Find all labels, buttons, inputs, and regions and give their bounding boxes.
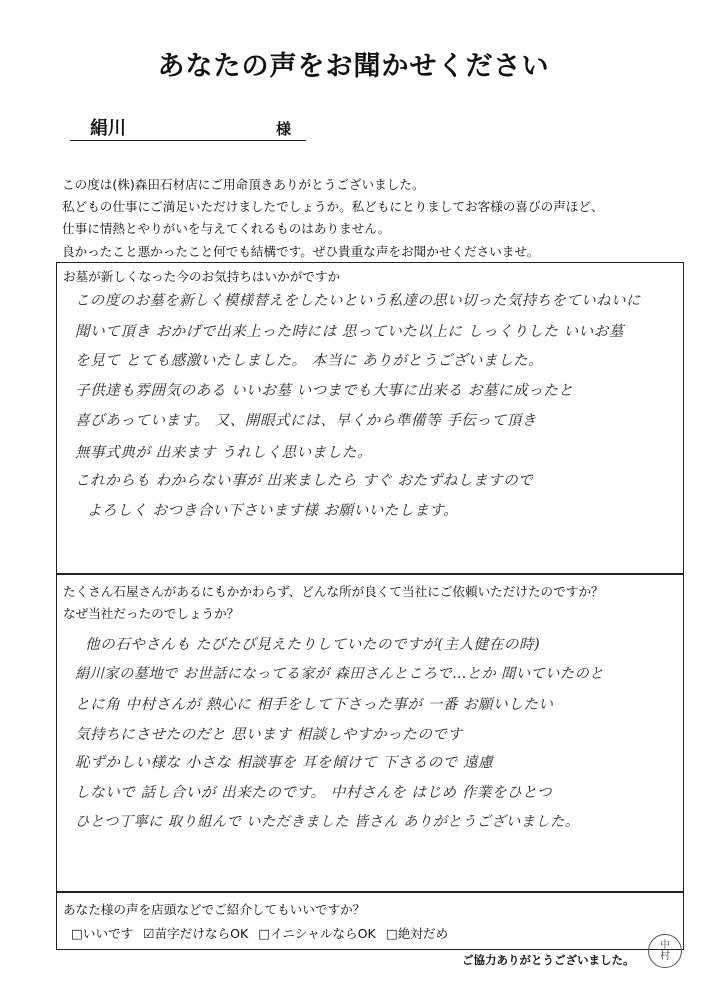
handwritten-line: よろしく おつき合い下さいます様 お願いいたします。 (87, 502, 459, 519)
name-seal-stamp (648, 934, 682, 968)
handwritten-line: 絹川家の墓地で お世話になってる家が 森田さんところで…とか 聞いていたのと (75, 666, 604, 682)
handwritten-line: 気持ちにさせたのだと 思います 相談しやすかったのです (75, 726, 463, 743)
handwritten-line: 恥ずかしい様な 小さな 相談事を 耳を傾けて 下さるので 遠慮 (75, 754, 494, 771)
handwritten-line: この度のお墓を新しく模様替えをしたいという私達の思い切った気持ちをていねいに (75, 293, 641, 309)
question1-box (56, 262, 684, 574)
permission-options (71, 923, 448, 942)
question2-label: なぜ当社だったのでしょうか？ (63, 606, 240, 621)
page-title: あなたの声をお聞かせください (157, 51, 550, 82)
option-ok[interactable]: □いいです (71, 926, 134, 941)
handwritten-line: 他の石やさんも たびたび見えたりしていたのですが(主人健在の時) (85, 636, 541, 653)
customer-name: 絹川 (90, 118, 126, 139)
stamp-char: 村 (660, 951, 670, 962)
question3-box (56, 892, 684, 950)
handwritten-line: 無事式典が 出来ます うれしく思いました。 (75, 444, 373, 461)
handwritten-line: を見て とても感激いたしました。 本当に ありがとうございました。 (75, 352, 544, 369)
intro-line: 仕事に情熱とやりがいを与えてくれるものはありません。 (62, 221, 391, 237)
option-initials-only[interactable]: □イニシャルならOK (258, 926, 376, 941)
option-never[interactable]: □絶対だめ (385, 926, 449, 941)
handwritten-line: ひとつ丁寧に 取り組んで いただきました 皆さん ありがとうございました。 (75, 814, 580, 830)
question2-label: たくさん石屋さんがあるにもかかわらず、どんな所が良くて当社にご依頼いただけたのですか？ (63, 584, 604, 599)
handwritten-line: とに角 中村さんが 熱心に 相手をして下さった事が 一番 お願いしたい (75, 696, 554, 713)
question2-box (56, 574, 684, 892)
handwritten-line: 喜びあっています。 又、開眼式には、早くから準備等 手伝って頂き (75, 412, 537, 429)
handwritten-line: しないで 話し合いが 出来たのです。 中村さんを はじめ 作業をひとつ (75, 784, 553, 801)
intro-line: この度は(株)森田石材店にご用命頂きありがとうございました。 (62, 177, 425, 192)
handwritten-line: これからも わからない事が 出来ましたら すぐ おたずねしますので (75, 472, 534, 489)
intro-text (62, 174, 682, 263)
closing-message: ご協力ありがとうございました。 (462, 953, 635, 967)
intro-line: 私どもの仕事にご満足いただけましたでしょうか。私どもにとりましてお客様の喜びの声ほど、 (62, 199, 604, 215)
question1-label: お墓が新しくなった今のお気持ちはいかがですか (63, 269, 341, 284)
stamp-char: 中 (660, 940, 670, 951)
customer-name-field (70, 112, 306, 141)
option-surname-only[interactable]: ☑苗字だけならOK (143, 926, 249, 941)
customer-honorific: 様 (276, 120, 292, 138)
handwritten-line: 聞いて頂き おかげで出来上った時には 思っていた以上に しっくりした いいお墓 (75, 323, 624, 340)
question3-label: あなた様の声を店頭などでご紹介してもいいですか？ (63, 902, 366, 917)
handwritten-line: 子供達も雰囲気のある いいお墓 いつまでも大事に出来る お墓に成ったと (75, 382, 574, 399)
intro-line: 良かったこと悪かったこと何でも結構です。ぜひ貴重な声をお聞かせくださいませ。 (62, 243, 540, 259)
